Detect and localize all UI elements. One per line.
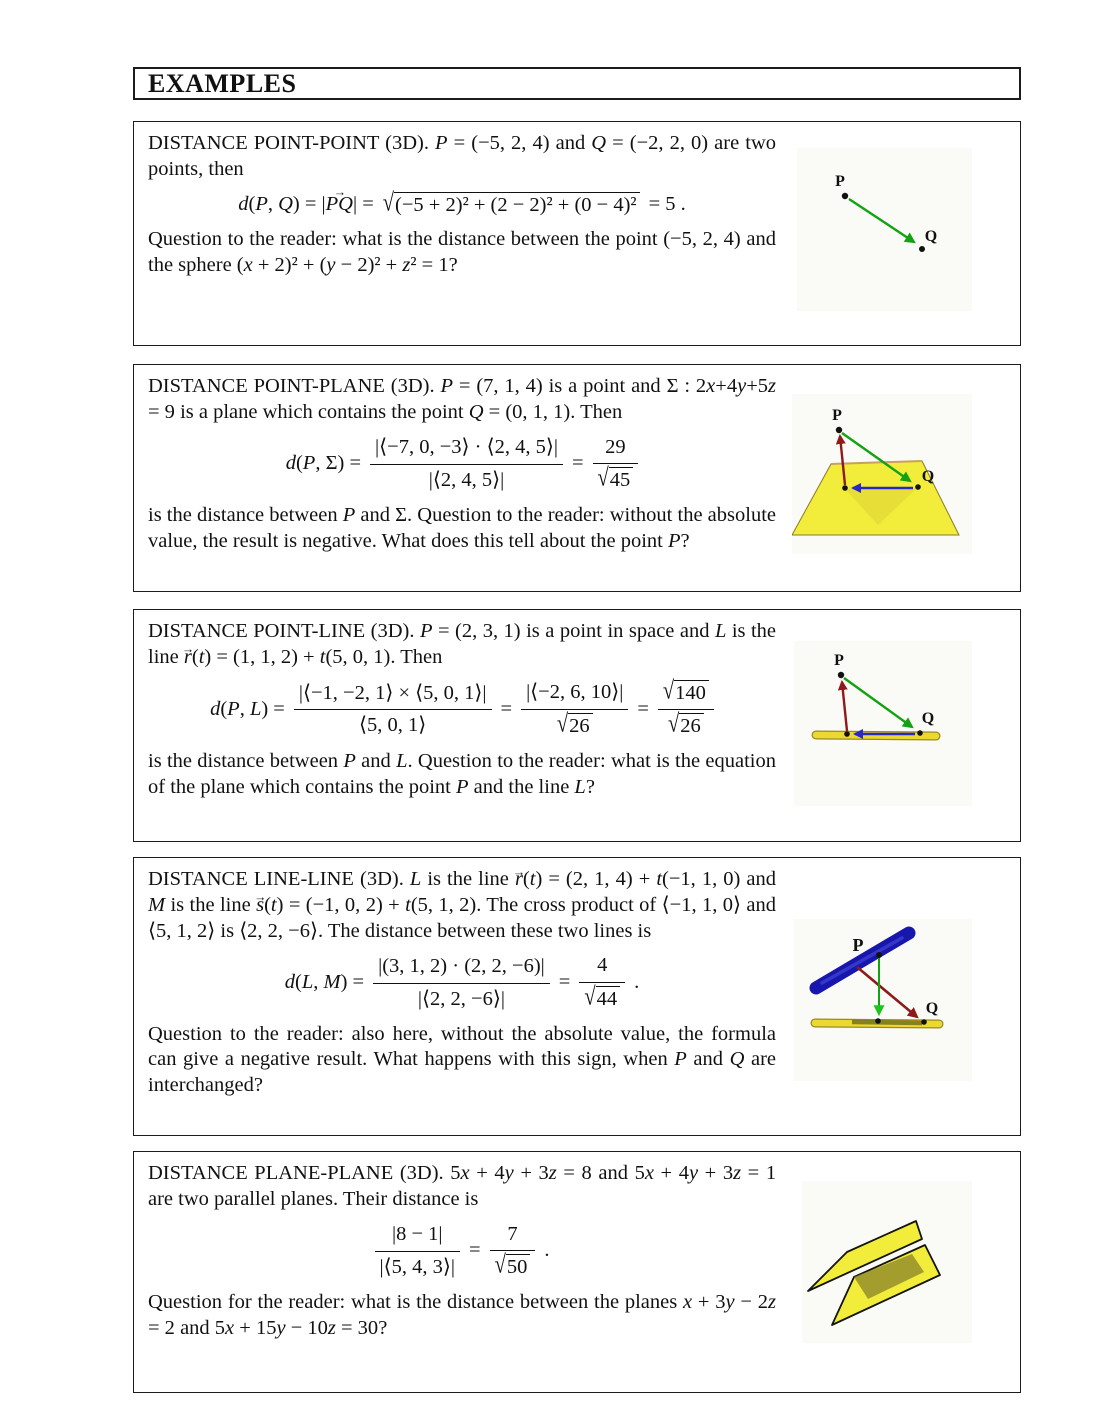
vector-pq: PQ →	[326, 192, 353, 218]
section-point-plane	[133, 364, 1021, 592]
formula-lhs: d(P, L) =	[210, 697, 285, 720]
p-point	[838, 672, 844, 678]
formula-point-plane	[148, 435, 776, 494]
radical-sign: √	[494, 1251, 506, 1280]
page-title: EXAMPLES	[148, 68, 297, 98]
section-title: DISTANCE POINT-LINE (3D).	[148, 620, 415, 642]
equals-sign: =	[571, 452, 584, 475]
p-label: P	[835, 173, 845, 190]
p-label: P	[832, 407, 842, 424]
q-point	[919, 246, 925, 252]
q-label: Q	[925, 1000, 939, 1017]
section-title: DISTANCE POINT-POINT (3D).	[148, 132, 429, 154]
fraction: $\frac{|⟨-2, 6, 10⟩|}{√26}$	[521, 680, 628, 739]
q-label: Q	[921, 710, 935, 727]
p-label: P	[834, 652, 844, 669]
section-intro: DISTANCE PLANE-PLANE (3D). 5x + 4y + 3z = 8 and 5x + 4y + 3z = 1 are two parallel planes. Their distance is	[148, 1162, 777, 1210]
q-label: Q	[921, 468, 935, 485]
formula-point-line	[148, 676, 776, 740]
section-point-line	[133, 609, 1021, 842]
foot-point	[844, 731, 850, 737]
radical: √26	[668, 713, 704, 740]
rod-shadow	[852, 1022, 922, 1023]
section-question: is the distance between P and L. Question to the reader: what is the equation of the plane which contains the point P and the line L?	[148, 749, 776, 798]
foot-point	[875, 1018, 881, 1024]
section-intro: DISTANCE POINT-LINE (3D). P = (2, 3, 1) is a point in space and L is the line r →(t) = (1, 1, 2) + t(5, 0, 1). Then	[148, 619, 776, 671]
p-point	[842, 193, 848, 199]
equals-sign: =	[469, 1239, 481, 1262]
section-title: DISTANCE PLANE-PLANE (3D).	[148, 1162, 444, 1184]
p-point	[876, 952, 882, 958]
formula-line-line	[148, 953, 776, 1012]
fraction	[658, 676, 714, 740]
fraction: $\frac{|8 - 1|}{|⟨5, 4, 3⟩|}$	[375, 1222, 460, 1280]
figure-point-plane	[792, 394, 972, 559]
formula-plane-plane	[148, 1222, 776, 1281]
section-plane-plane	[133, 1151, 1021, 1393]
radical: √44	[584, 986, 620, 1013]
section-question: Question for the reader: what is the distance between the planes x + 3y − 2z = 2 and 5x + 15y − 10z = 30?	[148, 1290, 777, 1339]
figure-point-line	[794, 641, 972, 811]
section-title: DISTANCE POINT-PLANE (3D).	[148, 375, 435, 397]
fraction: $\frac{|(3, 1, 2) \cdot (2, 2, -6)|}{|⟨2, 2, -6⟩|}$	[373, 954, 550, 1012]
radical-sign: √	[556, 710, 569, 738]
radical-sign: √	[584, 983, 596, 1011]
p-point	[836, 427, 842, 433]
section-question: Question to the reader: what is the distance between the point (−5, 2, 4) and the sphere (x + 2)² + (y − 2)² + z² = 1?	[148, 228, 776, 277]
formula-result: = 5 .	[648, 193, 686, 216]
q-point	[917, 730, 923, 736]
radical-sign: √	[597, 464, 609, 493]
formula-lhs: d(P, Q) = |PQ →| =	[238, 192, 374, 218]
radical: √140	[663, 680, 709, 707]
section-intro: DISTANCE LINE-LINE (3D). L is the line r →(t) = (2, 1, 4) + t(−1, 1, 0) and M is the line s →(t) = (−1, 0, 2) + t(5, 1, 2). The cross product of ⟨−1, 1, 0⟩ and ⟨5, 1, 2⟩ is ⟨2, 2, −6⟩. The distance between these two lines is	[148, 867, 776, 944]
examples-page	[133, 67, 1021, 1393]
radical-sign: √	[662, 676, 675, 705]
section-question: is the distance between P and Σ. Question to the reader: without the absolute value, the result is negative. What does this tell about the point P?	[148, 503, 776, 552]
radical: √50	[495, 1254, 531, 1281]
q-point	[915, 484, 921, 490]
formula-period: .	[634, 971, 640, 994]
section-intro: DISTANCE POINT-POINT (3D). P = (−5, 2, 4) and Q = (−2, 2, 0) are two points, then	[148, 132, 777, 180]
section-intro: DISTANCE POINT-PLANE (3D). P = (7, 1, 4) is a point and Σ : 2x+4y+5z = 9 is a plane which contains the point Q = (0, 1, 1). Then	[148, 375, 776, 423]
formula-point-point	[148, 188, 776, 219]
equals-sign: =	[637, 697, 649, 720]
examples-header	[133, 67, 1021, 100]
fraction: $\frac{29}{√45}$	[593, 435, 639, 494]
equals-sign: =	[500, 697, 513, 720]
figure-plane-plane	[802, 1181, 972, 1348]
figure-background	[794, 641, 972, 806]
radical: √(−5 + 2)² + (2 − 2)² + (0 − 4)²	[383, 192, 640, 219]
formula-lhs: d(P, Σ) =	[285, 452, 362, 475]
fraction: $\frac{|⟨-1, -2, 1⟩ \times ⟨5, 0, 1⟩|}{⟨5, 0, 1⟩}$	[294, 681, 492, 739]
q-label: Q	[924, 228, 938, 245]
radical-sign: √	[668, 710, 680, 739]
section-line-line	[133, 857, 1021, 1136]
fraction: $\frac{|⟨-7, 0, -3⟩ \cdot ⟨2, 4, 5⟩|}{|⟨2, 4, 5⟩|}$	[370, 435, 563, 493]
fraction: $\frac{4}{√44}$	[579, 953, 625, 1012]
section-title: DISTANCE LINE-LINE (3D).	[148, 868, 404, 890]
radical: √26	[557, 713, 593, 740]
fraction: $\frac{7}{√50}$	[490, 1222, 536, 1281]
figure-line-line	[794, 919, 972, 1086]
formula-lhs: d(L, M) =	[284, 971, 365, 994]
foot-point	[842, 485, 848, 491]
radical: √45	[598, 467, 634, 494]
q-point	[921, 1019, 927, 1025]
equals-sign: =	[558, 971, 571, 994]
figure-background	[797, 148, 972, 311]
section-question: Question to the reader: also here, without the absolute value, the formula can give a negative result. What happens with this sign, when P and Q are interchanged?	[148, 1022, 776, 1097]
formula-period: .	[544, 1239, 550, 1262]
radical-sign: √	[382, 188, 395, 217]
section-point-point	[133, 121, 1021, 346]
p-label: P	[852, 935, 864, 955]
figure-point-point	[797, 148, 972, 316]
